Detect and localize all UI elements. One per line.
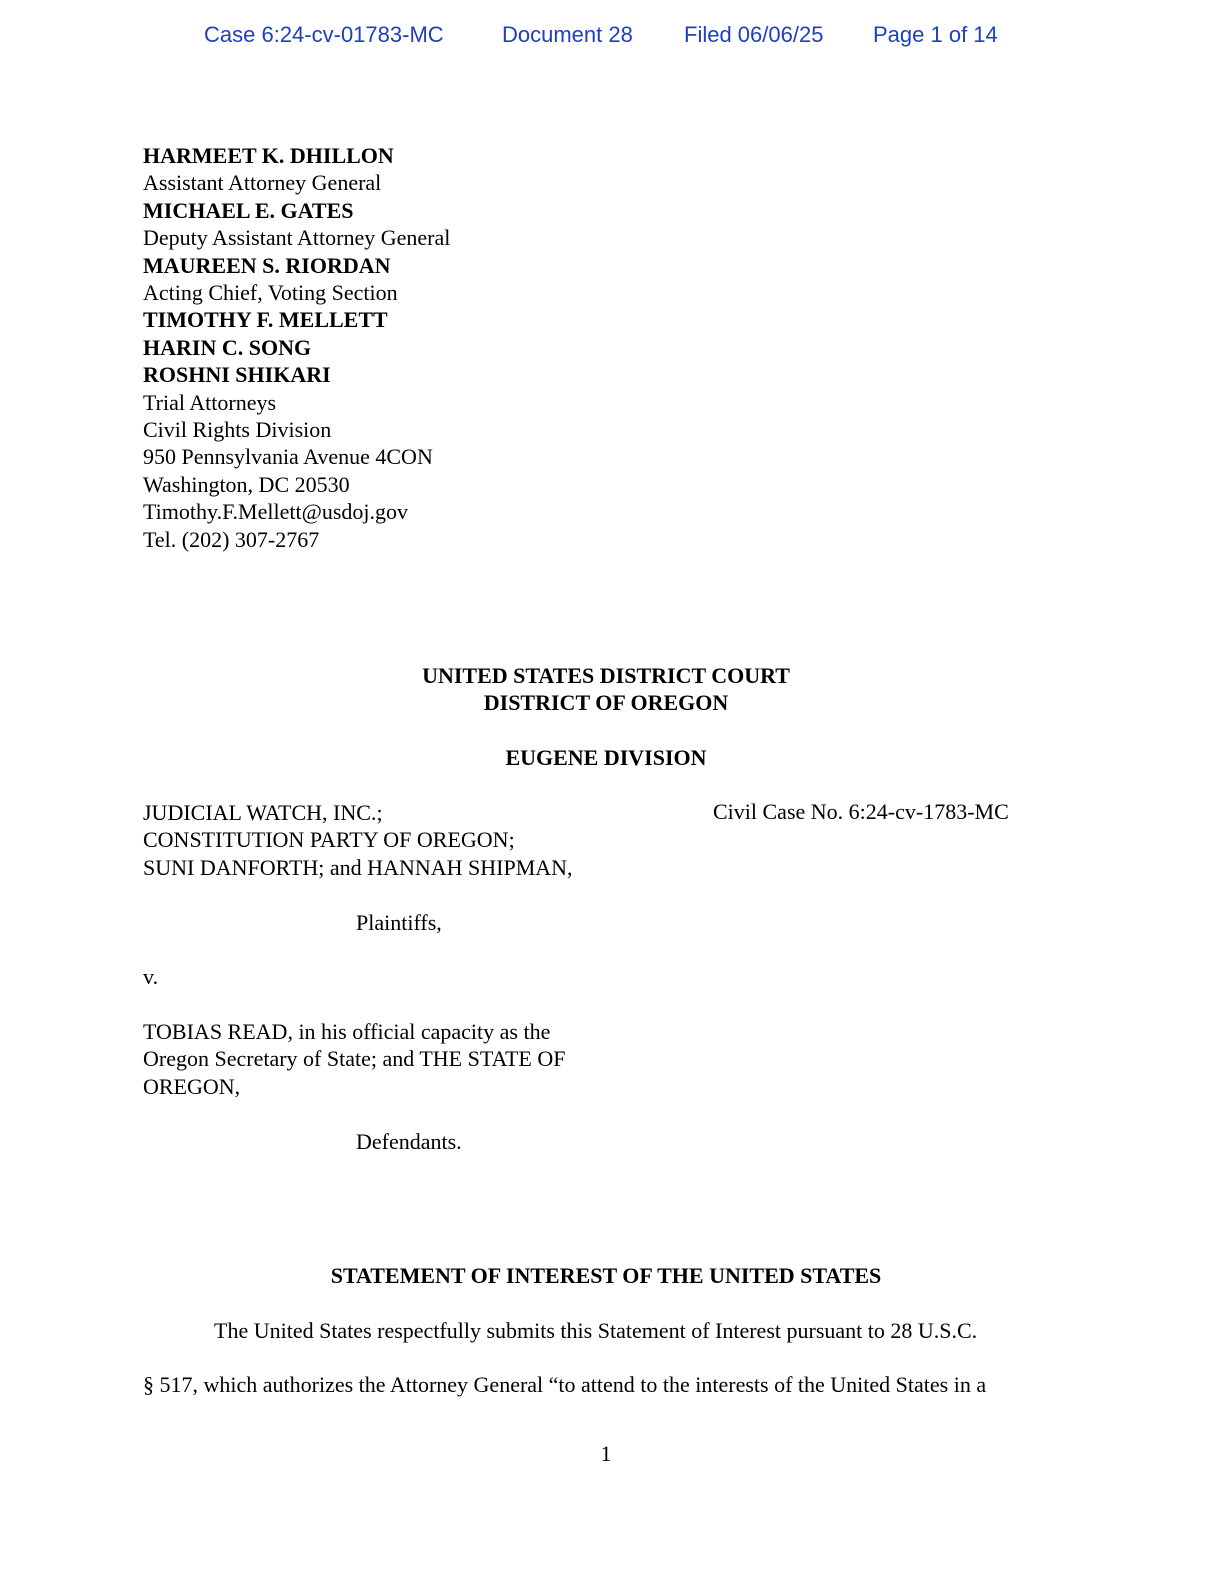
- attorney-detail: 950 Pennsylvania Avenue 4CON: [143, 444, 433, 470]
- counsel-block: [143, 142, 450, 553]
- defendant-line: TOBIAS READ, in his official capacity as the: [143, 1019, 551, 1044]
- court-division: EUGENE DIVISION: [505, 745, 707, 770]
- attorney-name: MAUREEN S. RIORDAN: [143, 252, 391, 278]
- plaintiff-line: SUNI DANFORTH; and HANNAH SHIPMAN,: [143, 854, 573, 880]
- court-name: UNITED STATES DISTRICT COURT: [422, 663, 790, 688]
- plaintiffs-block: [143, 799, 573, 936]
- attorney-detail: Tel. (202) 307-2767: [143, 526, 320, 552]
- attorney-detail: Timothy.F.Mellett@usdoj.gov: [143, 499, 409, 525]
- attorney-detail: Trial Attorneys: [143, 389, 277, 415]
- body-line: § 517, which authorizes the Attorney General “to attend to the interests of the United States in a: [143, 1372, 987, 1397]
- header-case-number: Case 6:24-cv-01783-MC: [204, 22, 444, 47]
- header-document-number: Document 28: [502, 22, 633, 47]
- statement-title: STATEMENT OF INTEREST OF THE UNITED STATES: [330, 1263, 882, 1288]
- versus: v.: [143, 964, 159, 989]
- court-district: DISTRICT OF OREGON: [483, 690, 729, 715]
- defendants-role: Defendants.: [356, 1128, 462, 1154]
- attorney-name: ROSHNI SHIKARI: [143, 362, 331, 388]
- attorney-name: HARIN C. SONG: [143, 334, 312, 360]
- header-page-count: Page 1 of 14: [873, 22, 998, 47]
- page-number: 1: [600, 1441, 612, 1466]
- defendant-line: Oregon Secretary of State; and THE STATE OF: [143, 1046, 566, 1072]
- case-number: Civil Case No. 6:24-cv-1783-MC: [713, 799, 1009, 824]
- defendant-line: OREGON,: [143, 1073, 241, 1099]
- defendants-block: [143, 1018, 565, 1155]
- attorney-detail: Washington, DC 20530: [143, 471, 350, 497]
- attorney-name: HARMEET K. DHILLON: [143, 143, 394, 168]
- body-line: The United States respectfully submits this Statement of Interest pursuant to 28 U.S.C.: [214, 1318, 978, 1343]
- attorney-detail: Civil Rights Division: [143, 417, 332, 443]
- attorney-name: TIMOTHY F. MELLETT: [143, 307, 388, 333]
- attorney-name: MICHAEL E. GATES: [143, 197, 354, 223]
- plaintiffs-role: Plaintiffs,: [356, 909, 442, 935]
- attorney-detail: Deputy Assistant Attorney General: [143, 225, 451, 251]
- attorney-detail: Assistant Attorney General: [143, 170, 382, 196]
- plaintiff-line: JUDICIAL WATCH, INC.;: [143, 800, 383, 825]
- plaintiff-line: CONSTITUTION PARTY OF OREGON;: [143, 827, 515, 853]
- attorney-detail: Acting Chief, Voting Section: [143, 280, 398, 306]
- header-filed-date: Filed 06/06/25: [684, 22, 824, 47]
